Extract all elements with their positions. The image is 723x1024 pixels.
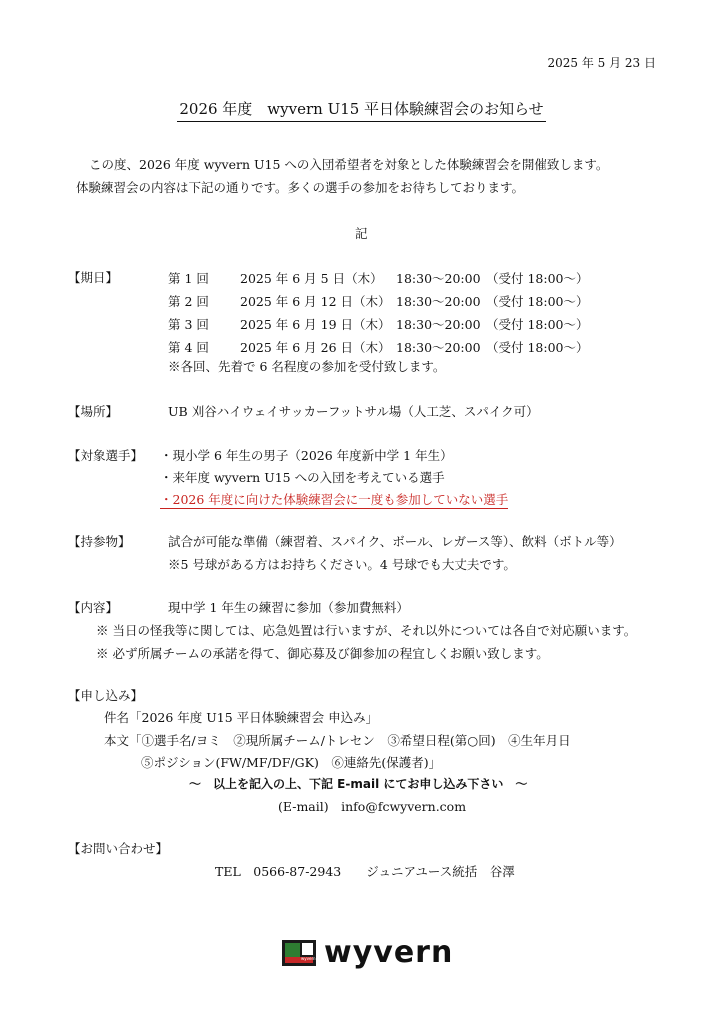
schedule-row bbox=[168, 335, 589, 358]
document-title bbox=[0, 98, 723, 119]
application-email: (E-mail) info@fcwyvern.com bbox=[278, 799, 467, 814]
schedule-round: 第 2 回 bbox=[168, 293, 209, 309]
venue-label: 【場所】 bbox=[68, 404, 119, 419]
emblem-small-text: wyvern bbox=[301, 955, 316, 961]
venue-text: UB 刈谷ハイウェイサッカーフットサル場（人工芝、スパイク可） bbox=[168, 404, 539, 419]
schedule-time: 18:30～20:00 bbox=[396, 270, 481, 286]
document-date: 2025 年 5 月 23 日 bbox=[547, 56, 656, 70]
target-item-highlight-text: ・2026 年度に向けた体験練習会に一度も参加していない選手 bbox=[160, 492, 509, 507]
target-item: ・現小学 6 年生の男子（2026 年度新中学 1 年生） bbox=[160, 448, 453, 463]
ki-heading: 記 bbox=[355, 226, 368, 241]
wyvern-logo bbox=[282, 935, 453, 970]
title-text: 2026 年度 wyvern U15 平日体験練習会のお知らせ bbox=[177, 100, 545, 122]
intro-line-1: この度、2026 年度 wyvern U15 への入団希望者を対象とした体験練習会を開催致します。 bbox=[89, 157, 609, 172]
schedule-row bbox=[168, 266, 589, 289]
items-line-1: 試合が可能な準備（練習着、スパイク、ボール、レガース等）、飲料（ボトル等） bbox=[168, 534, 622, 549]
wyvern-emblem-icon bbox=[282, 940, 316, 966]
schedule-date: 2025 年 6 月 5 日（木） bbox=[240, 270, 383, 286]
schedule-date: 2025 年 6 月 26 日（木） bbox=[240, 339, 391, 355]
schedule-reception: （受付 18:00～） bbox=[486, 270, 589, 286]
inquiry-label: 【お問い合わせ】 bbox=[68, 841, 169, 856]
schedule-row bbox=[168, 312, 589, 335]
target-label: 【対象選手】 bbox=[68, 448, 144, 463]
application-body-2: ⑤ポジション(FW/MF/DF/GK) ⑥連絡先(保護者)」 bbox=[141, 755, 442, 770]
schedule-date: 2025 年 6 月 19 日（木） bbox=[240, 316, 391, 332]
schedule-round: 第 4 回 bbox=[168, 339, 209, 355]
application-label: 【申し込み】 bbox=[68, 688, 144, 703]
schedule-label: 【期日】 bbox=[68, 270, 119, 285]
schedule-date: 2025 年 6 月 12 日（木） bbox=[240, 293, 391, 309]
application-subject: 件名「2026 年度 U15 平日体験練習会 申込み」 bbox=[104, 710, 379, 725]
schedule-table bbox=[168, 266, 589, 358]
target-item-highlight bbox=[160, 490, 508, 508]
application-instruction: ～ 以上を記入の上、下記 E-mail にてお申し込み下さい ～ bbox=[189, 777, 528, 791]
content-note: ※ 必ず所属チームの承諾を得て、御応募及び御参加の程宜しくお願い致します。 bbox=[96, 646, 549, 661]
schedule-round: 第 1 回 bbox=[168, 270, 209, 286]
schedule-row bbox=[168, 289, 589, 312]
content-note: ※ 当日の怪我等に関しては、応急処置は行いますが、それ以外については各自で対応願います。 bbox=[96, 623, 637, 638]
inquiry-text: TEL 0566-87-2943 ジュニアユース統括 谷澤 bbox=[215, 864, 515, 879]
content-text: 現中学 1 年生の練習に参加（参加費無料） bbox=[168, 600, 409, 615]
intro-line-2: 体験練習会の内容は下記の通りです。多くの選手の参加をお待ちしております。 bbox=[76, 180, 525, 195]
schedule-time: 18:30～20:00 bbox=[396, 339, 481, 355]
schedule-time: 18:30～20:00 bbox=[396, 293, 481, 309]
items-label: 【持参物】 bbox=[68, 534, 131, 549]
schedule-reception: （受付 18:00～） bbox=[486, 339, 589, 355]
items-line-2: ※5 号球がある方はお持ちください。4 号球でも大丈夫です。 bbox=[168, 557, 516, 572]
content-label: 【内容】 bbox=[68, 600, 119, 615]
schedule-reception: （受付 18:00～） bbox=[486, 293, 589, 309]
logo-wordmark: wyvern bbox=[324, 935, 454, 970]
schedule-round: 第 3 回 bbox=[168, 316, 209, 332]
schedule-time: 18:30～20:00 bbox=[396, 316, 481, 332]
application-body-1: 本文「①選手名/ヨミ ②現所属チーム/トレセン ③希望日程(第○回) ④生年月日 bbox=[104, 733, 571, 748]
target-item: ・来年度 wyvern U15 への入団を考えている選手 bbox=[160, 470, 445, 485]
schedule-reception: （受付 18:00～） bbox=[486, 316, 589, 332]
schedule-note: ※各回、先着で 6 名程度の参加を受付致します。 bbox=[168, 359, 446, 374]
